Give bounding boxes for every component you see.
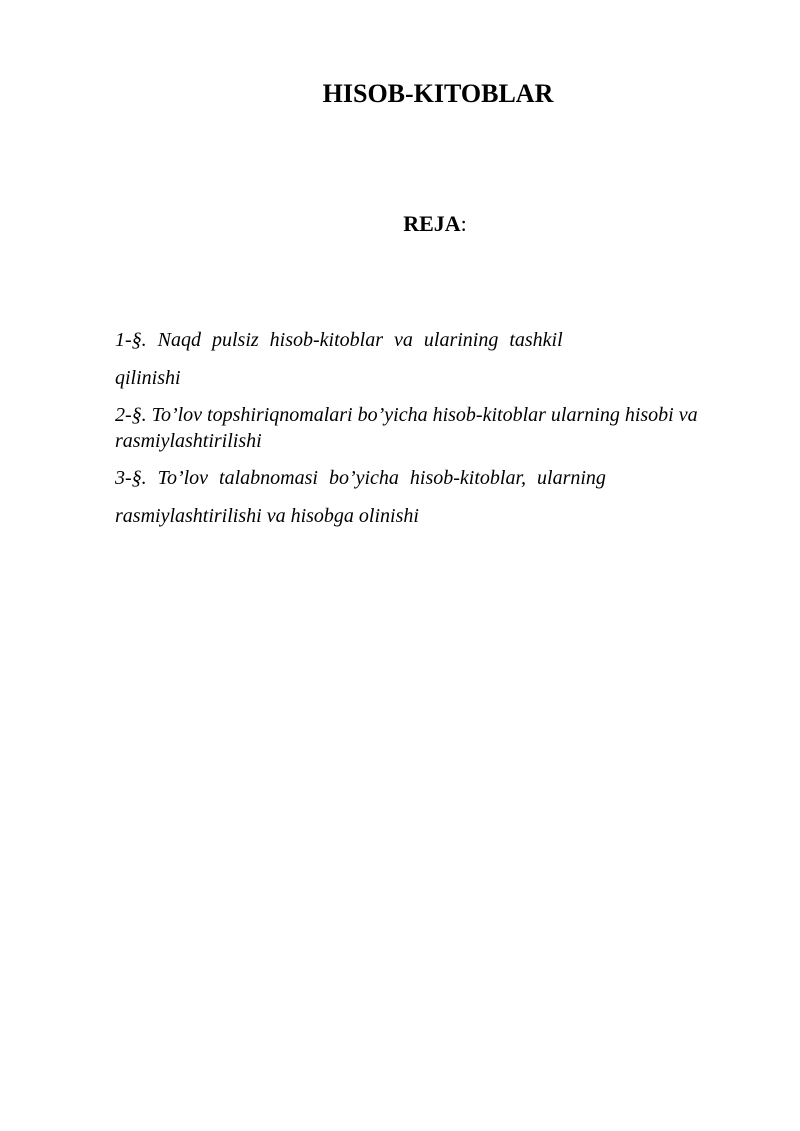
plan-item-2-line-2: rasmiylashtirilishi — [115, 430, 262, 452]
plan-item-1-line-2: qilinishi — [115, 367, 181, 389]
plan-item-3-line-1: 3-§. To’lov talabnomasi bo’yicha hisob-kitoblar, ularning — [115, 467, 606, 489]
plan-item-3-line-2: rasmiylashtirilishi va hisobga olinishi — [115, 505, 419, 527]
document-title: HISOB-KITOBLAR — [322, 79, 554, 108]
plan-heading — [0, 210, 800, 238]
plan-item-1-line-1: 1-§. Naqd pulsiz hisob-kitoblar va ularining tashkil — [115, 329, 563, 351]
plan-heading-colon: : — [460, 211, 467, 236]
plan-item-2-line-1: 2-§. To’lov topshiriqnomalari bo’yicha hisob-kitoblar ularning hisobi va — [115, 404, 698, 426]
plan-heading-word: REJA — [403, 211, 461, 236]
